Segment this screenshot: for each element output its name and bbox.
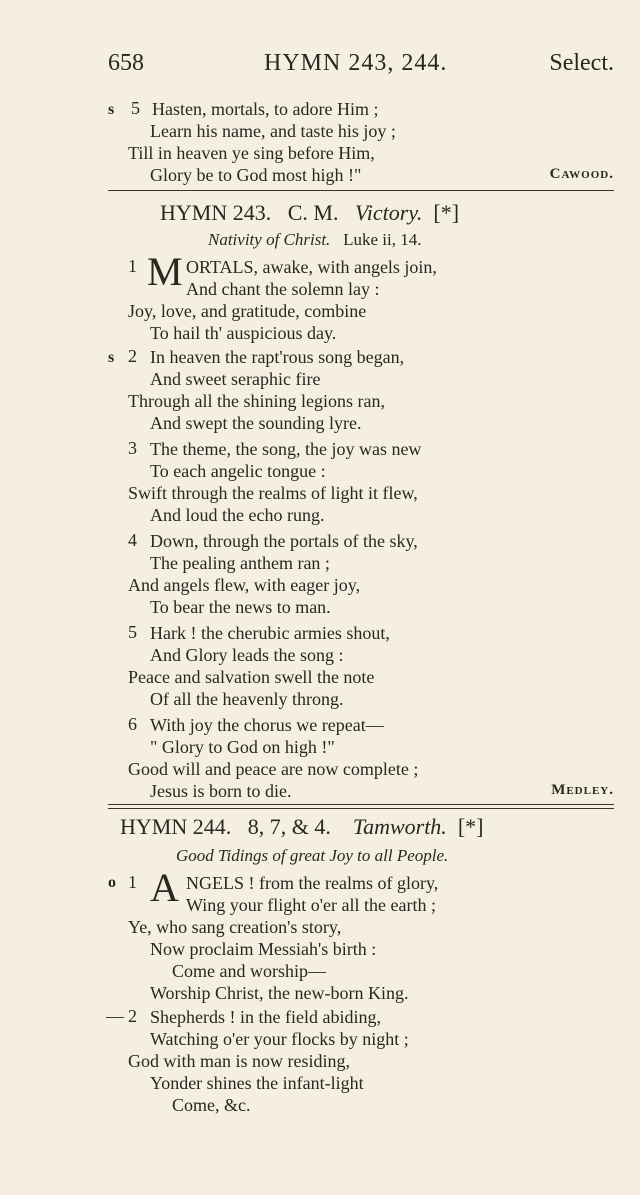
drop-cap: A xyxy=(150,865,179,910)
verse-line: Till in heaven ye sing before Him, xyxy=(128,143,375,163)
running-title: HYMN 243, 244. xyxy=(264,50,448,76)
verse-line: Watching o'er your flocks by night ; xyxy=(150,1029,409,1049)
verse-mark: o xyxy=(108,874,116,891)
hymn-subject: Good Tidings of great Joy to all People. xyxy=(176,846,449,865)
verse-line: In heaven the rapt'rous song began, xyxy=(150,347,405,367)
verse-line: Come, &c. xyxy=(172,1095,251,1115)
verse-line: Come and worship— xyxy=(172,961,326,981)
hymn-heading xyxy=(120,814,483,840)
verse-number: 6 xyxy=(128,714,137,734)
hymn-meter: C. M. xyxy=(287,200,339,225)
author-name: Cawood. xyxy=(549,166,614,182)
verse-number: 4 xyxy=(128,530,137,550)
verse-line: Yonder shines the infant-light xyxy=(150,1073,364,1093)
verse-number: 3 xyxy=(128,438,137,458)
verse-line: To each angelic tongue : xyxy=(150,461,326,481)
verse-line: Jesus is born to die. xyxy=(150,781,292,801)
verse-mark: s xyxy=(108,101,115,118)
verse-number: 2 xyxy=(128,1006,137,1026)
hymn-tune: Tamworth. xyxy=(352,814,447,839)
divider xyxy=(108,808,614,809)
verse-line: And loud the echo rung. xyxy=(150,505,325,525)
verse-line: Ye, who sang creation's story, xyxy=(128,917,342,937)
verse-line: Wing your flight o'er all the earth ; xyxy=(186,895,436,915)
verse-line: Shepherds ! in the field abiding, xyxy=(150,1007,381,1027)
divider xyxy=(108,190,614,191)
verse-number: 2 xyxy=(128,346,137,366)
page-number: 658 xyxy=(108,50,144,76)
verse-line: Glory be to God most high !" xyxy=(150,165,362,185)
hymn-tag: [*] xyxy=(433,200,460,225)
verse-line: Hasten, mortals, to adore Him ; xyxy=(152,99,379,119)
verse-number: 5 xyxy=(131,98,140,118)
verse-line: Worship Christ, the new-born King. xyxy=(150,983,409,1003)
verse-number: 1 xyxy=(128,256,137,276)
section-name: Select. xyxy=(549,50,614,76)
verse-line: And swept the sounding lyre. xyxy=(150,413,362,433)
divider xyxy=(108,804,614,805)
verse-number: 1 xyxy=(128,872,137,892)
verse-line: The pealing anthem ran ; xyxy=(150,553,330,573)
verse-line: Swift through the realms of light it flew, xyxy=(128,483,418,503)
hymn-tune: Victory. xyxy=(354,200,423,225)
verse-line: And chant the solemn lay : xyxy=(186,279,380,299)
verse-line: And angels flew, with eager joy, xyxy=(128,575,361,595)
verse-line: Through all the shining legions ran, xyxy=(128,391,385,411)
verse-line: Down, through the portals of the sky, xyxy=(150,531,418,551)
verse-line: And Glory leads the song : xyxy=(150,645,344,665)
verse-line: " Glory to God on high !" xyxy=(150,737,335,757)
verse-line: Learn his name, and taste his joy ; xyxy=(150,121,396,141)
hymn-meter: 8, 7, & 4. xyxy=(247,814,331,839)
verse-mark: — xyxy=(106,1006,124,1026)
hymn-number: HYMN 243. xyxy=(160,200,272,225)
page-header xyxy=(108,50,614,82)
verse-line: ORTALS, awake, with angels join, xyxy=(186,257,437,277)
verse-line: Now proclaim Messiah's birth : xyxy=(150,939,377,959)
verse-line: Good will and peace are now complete ; xyxy=(128,759,419,779)
author-name: Medley. xyxy=(551,782,614,798)
verse-line: NGELS ! from the realms of glory, xyxy=(186,873,439,893)
hymn-number: HYMN 244. xyxy=(120,814,232,839)
verse-line: To hail th' auspicious day. xyxy=(150,323,337,343)
verse-line: And sweet seraphic fire xyxy=(150,369,321,389)
verse-line: To bear the news to man. xyxy=(150,597,331,617)
verse-number: 5 xyxy=(128,622,137,642)
drop-cap: M xyxy=(147,249,183,294)
verse-line: Joy, love, and gratitude, combine xyxy=(128,301,367,321)
verse-line: The theme, the song, the joy was new xyxy=(150,439,422,459)
hymn-subject: Nativity of Christ. xyxy=(208,230,331,249)
verse-line: Of all the heavenly throng. xyxy=(150,689,344,709)
hymn-subject-line xyxy=(208,230,421,250)
verse-mark: s xyxy=(108,349,115,366)
verse-line: Hark ! the cherubic armies shout, xyxy=(150,623,390,643)
verse-line: With joy the chorus we repeat— xyxy=(150,715,384,735)
hymn-scripture: Luke ii, 14. xyxy=(343,230,422,249)
hymn-heading xyxy=(160,200,459,226)
verse-line: Peace and salvation swell the note xyxy=(128,667,375,687)
hymn-tag: [*] xyxy=(457,814,484,839)
verse-line: God with man is now residing, xyxy=(128,1051,350,1071)
